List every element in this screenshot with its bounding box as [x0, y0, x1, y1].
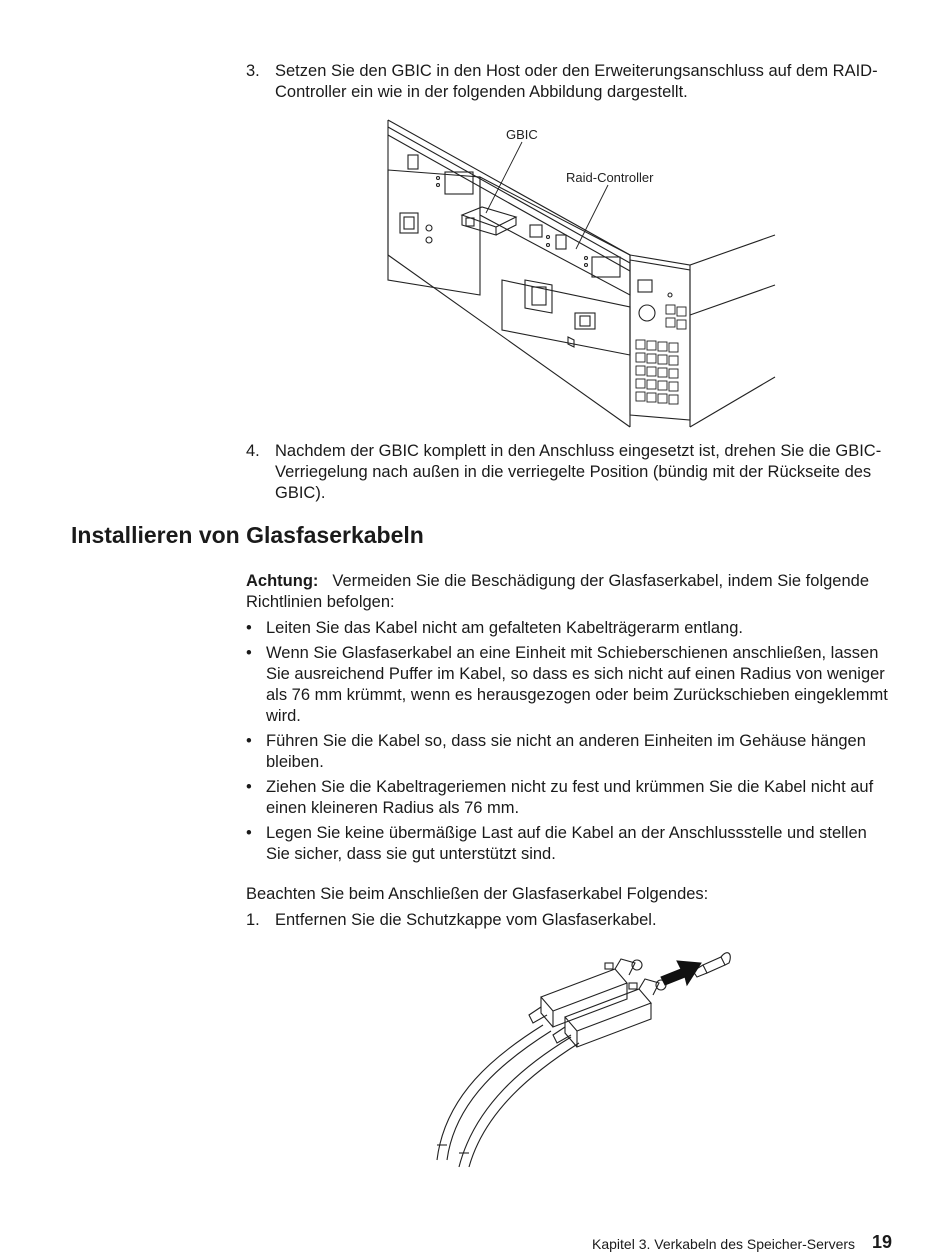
bullet-marker: •: [246, 824, 252, 842]
step-3-number: 3.: [246, 62, 260, 80]
page-number: 19: [872, 1232, 893, 1252]
raid-controller-label: Raid-Controller: [566, 170, 654, 185]
bullet-item-1: Leiten Sie das Kabel nicht am gefalteten Kabelträgerarm entlang.: [266, 619, 743, 637]
bullet-marker: •: [246, 644, 252, 662]
section-title: Installieren von Glasfaserkabeln: [71, 522, 424, 548]
gbic-installation-figure: [380, 115, 780, 430]
bullet-item-2: Wenn Sie Glasfaserkabel an eine Einheit mit Schieberschienen anschließen, lassen Sie ausreichend Puffer im Kabel, so dass es sich nicht auf einen Radius von weniger als 76 mm krümmt, wenn es herausgezogen oder beim Zurückschieben eingeklemmt wird.: [266, 644, 888, 725]
bullet-item-5: Legen Sie keine übermäßige Last auf die Kabel an der Anschlussstelle und stellen Sie sicher, dass sie gut unterstützt sind.: [266, 824, 867, 863]
step-1-text: Entfernen Sie die Schutzkappe vom Glasfaserkabel.: [275, 911, 657, 929]
fiber-cable-cap-figure: [425, 945, 745, 1175]
bullet-marker: •: [246, 619, 252, 637]
bullet-marker: •: [246, 732, 252, 750]
attention-text: Vermeiden Sie die Beschädigung der Glasfaserkabel, indem Sie folgende Richtlinien befolgen:: [246, 572, 869, 611]
step-4-number: 4.: [246, 442, 260, 460]
attention-paragraph: [246, 571, 891, 613]
direction-arrow-icon: [661, 961, 701, 985]
bullet-item-4: Ziehen Sie die Kabeltrageriemen nicht zu fest und krümmen Sie die Kabel nicht auf einen kleineren Radius als 76 mm.: [266, 778, 874, 817]
step-1-number: 1.: [246, 911, 260, 929]
step-3-text: Setzen Sie den GBIC in den Host oder den Erweiterungsanschluss auf dem RAID-Controller ein wie in der folgenden Abbildung dargestellt.: [275, 62, 878, 101]
intro-text: Beachten Sie beim Anschließen der Glasfaserkabel Folgendes:: [246, 885, 709, 903]
footer-chapter: Kapitel 3. Verkabeln des Speicher-Servers: [592, 1236, 856, 1252]
attention-label: Achtung:: [246, 572, 319, 590]
gbic-label: GBIC: [506, 127, 538, 142]
bullet-marker: •: [246, 778, 252, 796]
step-4-text: Nachdem der GBIC komplett in den Anschluss eingesetzt ist, drehen Sie die GBIC-Verriegelung nach außen in die verriegelte Position (bündig mit der Rückseite des GBIC).: [275, 442, 882, 502]
bullet-item-3: Führen Sie die Kabel so, dass sie nicht an anderen Einheiten im Gehäuse hängen bleiben.: [266, 732, 866, 771]
